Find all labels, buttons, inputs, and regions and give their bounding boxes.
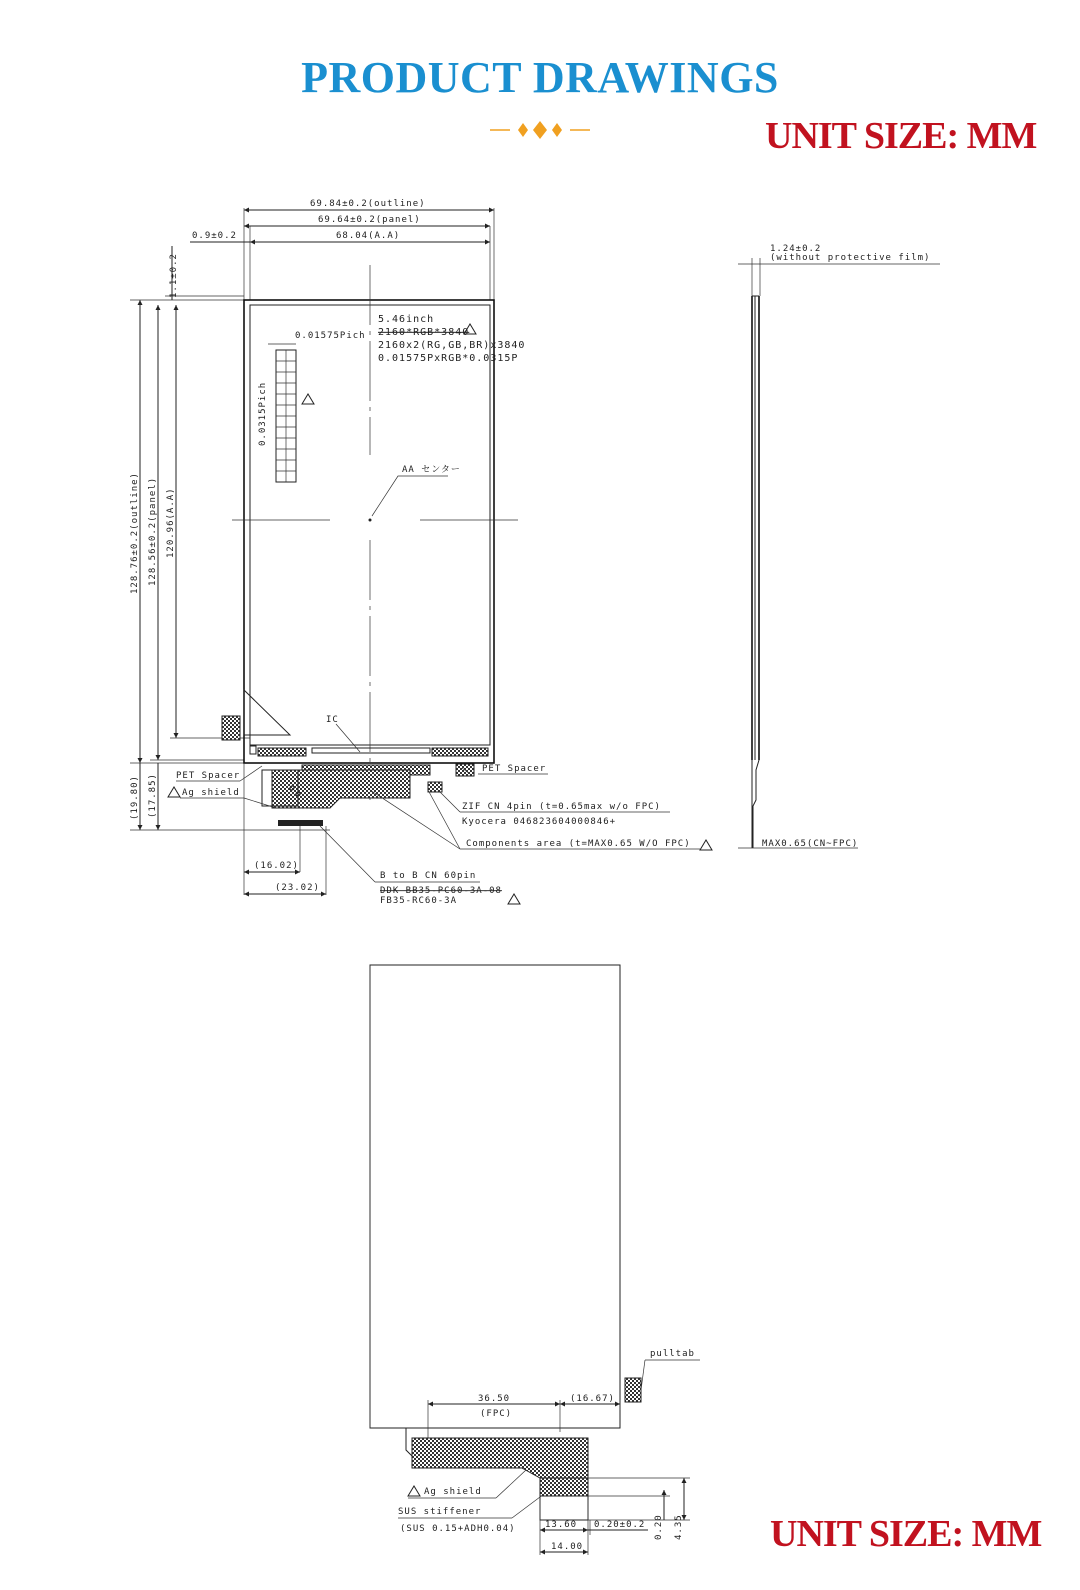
pixel-grid [276, 350, 296, 482]
page-title: PRODUCT DRAWINGS [301, 53, 779, 102]
side-view [738, 244, 940, 849]
dim-panel-height: 128.56±0.2(panel) [148, 476, 158, 586]
ic-label: IC [326, 715, 339, 725]
dim-4-35: 4.35 [674, 1514, 684, 1540]
dim-top-offset: 1.1±0.2 [169, 253, 179, 298]
resolution-struck: 2160*RGB*3840 [378, 327, 470, 338]
dim-panel-width: 69.64±0.2(panel) [318, 215, 421, 225]
dim-23-02: (23.02) [275, 883, 320, 893]
dim-17-85: (17.85) [148, 773, 158, 818]
dim-aa-height: 120.96(A.A) [166, 487, 176, 558]
dim-14-00: 14.00 [551, 1542, 584, 1552]
size-inch: 5.46inch [378, 314, 435, 325]
dim-0-20-v: 0.20 [654, 1514, 664, 1540]
side-thickness: 1.24±0.2 [770, 244, 822, 254]
dim-left-offset: 0.9±0.2 [192, 231, 237, 241]
ag-shield-label: Ag shield [182, 788, 240, 798]
dim-13-60: 13.60 [545, 1520, 578, 1530]
side-note: (without protective film) [770, 253, 931, 263]
unit-size-label-top: UNIT SIZE: MM [765, 115, 1037, 157]
sus-spec: (SUS 0.15+ADH0.04) [400, 1524, 516, 1534]
components-area: Components area (t=MAX0.65 W/O FPC) [466, 839, 691, 849]
dim-outline-height: 128.76±0.2(outline) [130, 472, 140, 594]
kyocera-part: Kyocera 046823604000846+ [462, 817, 617, 827]
aa-center-label: AA センター [402, 465, 461, 475]
dim-16-02: (16.02) [254, 861, 299, 871]
sus-stiffener: SUS stiffener [398, 1507, 482, 1517]
dim-19-80: (19.80) [130, 775, 140, 820]
dim-outline-width: 69.84±0.2(outline) [310, 199, 426, 209]
pitch-line: 0.01575PxRGB*0.0315P [378, 353, 519, 364]
ddk-part-struck: DDK BB35-PC60-3A-08 [380, 886, 502, 896]
resolution-line: 2160x2(RG,GB,BR)x3840 [378, 340, 526, 351]
pitch-v-label: 0.0315Pich [258, 381, 268, 446]
pitch-h-label: 0.01575Pich [295, 331, 366, 341]
fb35-part: FB35-RC60-3A [380, 896, 458, 906]
pet-spacer-left: PET Spacer [176, 771, 241, 781]
zif-connector: ZIF CN 4pin (t=0.65max w/o FPC) [462, 802, 661, 812]
side-max: MAX0.65(CN~FPC) [762, 839, 859, 849]
pet-spacer-right: PET Spacer [482, 764, 547, 774]
dim-aa-width: 68.04(A.A) [336, 231, 401, 241]
dim-0-20-h: 0.20±0.2 [594, 1520, 646, 1530]
fpc-label: (FPC) [480, 1409, 513, 1419]
pulltab-label: pulltab [650, 1349, 695, 1359]
btob-connector: B to B CN 60pin [380, 871, 477, 881]
front-view [130, 199, 712, 906]
back-view [370, 965, 700, 1555]
back-ag-shield: Ag shield [424, 1487, 482, 1497]
dim-36-50: 36.50 [478, 1394, 511, 1404]
unit-size-label-bottom: UNIT SIZE: MM [770, 1513, 1042, 1555]
dim-16-67: (16.67) [570, 1394, 615, 1404]
